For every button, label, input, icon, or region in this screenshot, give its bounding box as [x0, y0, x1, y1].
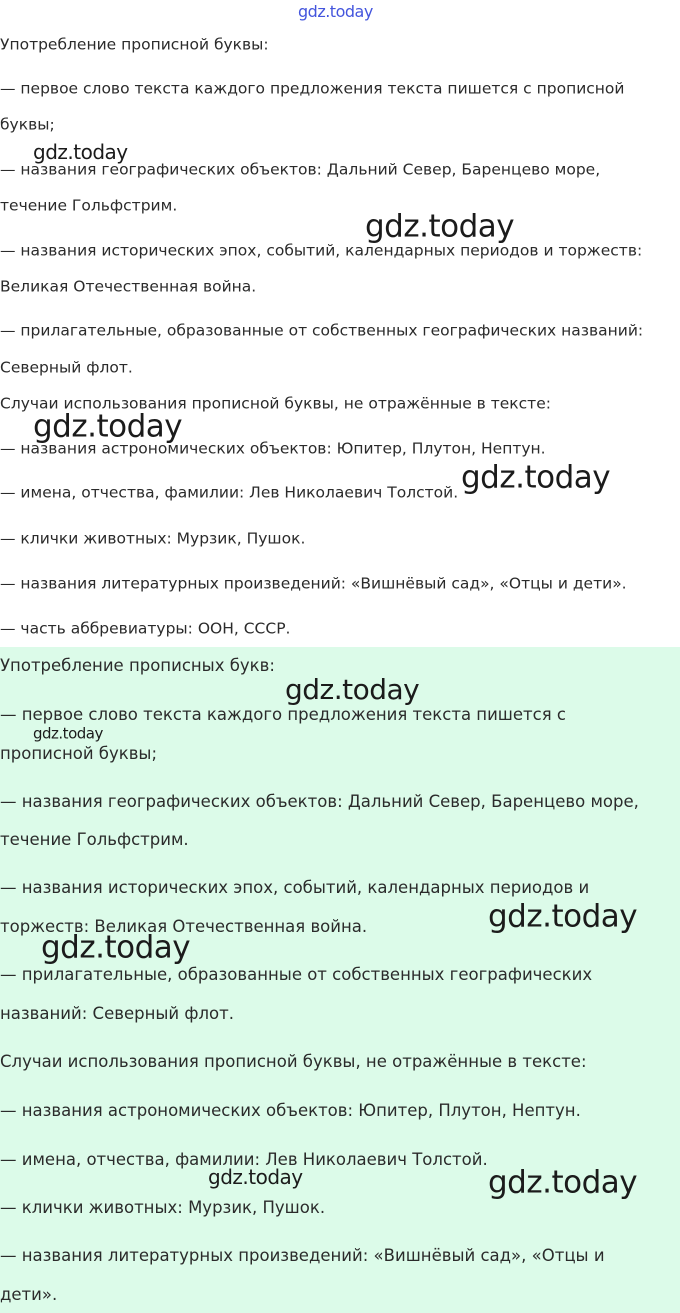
text-line: — названия литературных произведений: «Вишнёвый сад», «Отцы и: [0, 1245, 605, 1265]
watermark: gdz.today: [488, 1164, 638, 1201]
text-line: — часть аббревиатуры: ООН, СССР.: [0, 619, 291, 638]
text-line: — первое слово текста каждого предложения текста пишется с: [0, 704, 566, 724]
text-line: — прилагательные, образованные от собственных географических названий:: [0, 321, 644, 340]
text-line: торжеств: Великая Отечественная война.: [0, 916, 368, 936]
text-line: течение Гольфстрим.: [0, 829, 189, 849]
text-line: — имена, отчества, фамилии: Лев Николаевич Толстой.: [0, 1149, 488, 1169]
watermark: gdz.today: [285, 673, 420, 706]
text-line: Северный флот.: [0, 358, 133, 377]
text-line: прописной буквы;: [0, 743, 158, 763]
text-line: — названия литературных произведений: «Вишнёвый сад», «Отцы и дети».: [0, 574, 627, 593]
watermark: gdz.today: [461, 459, 611, 496]
text-line: — названия исторических эпох, событий, календарных периодов и: [0, 877, 590, 897]
text-line: Великая Отечественная война.: [0, 277, 257, 296]
text-line: дети».: [0, 1284, 58, 1304]
text-line: — названия географических объектов: Дальний Север, Баренцево море,: [0, 160, 601, 179]
text-line: — названия географических объектов: Дальний Север, Баренцево море,: [0, 791, 639, 811]
text-line: — клички животных: Мурзик, Пушок.: [0, 529, 306, 548]
text-line: — названия астрономических объектов: Юпитер, Плутон, Нептун.: [0, 1100, 581, 1120]
watermark: gdz.today: [298, 2, 373, 21]
text-line: буквы;: [0, 115, 55, 134]
text-line: течение Гольфстрим.: [0, 196, 178, 215]
section-heading: Употребление прописной буквы:: [0, 35, 269, 54]
section-answer-text: [0, 647, 680, 1313]
watermark: gdz.today: [488, 898, 638, 935]
watermark: gdz.today: [41, 929, 191, 966]
section-subheading: Случаи использования прописной буквы, не отражённые в тексте:: [0, 394, 551, 413]
text-line: — названия астрономических объектов: Юпитер, Плутон, Нептун.: [0, 439, 546, 458]
watermark: gdz.today: [365, 208, 515, 245]
text-line: — названия исторических эпох, событий, календарных периодов и торжеств:: [0, 241, 643, 260]
watermark: gdz.today: [33, 140, 128, 164]
text-line: — клички животных: Мурзик, Пушок.: [0, 1197, 326, 1217]
section-heading: Употребление прописных букв:: [0, 655, 275, 675]
watermark: gdz.today: [208, 1165, 303, 1189]
text-line: названий: Северный флот.: [0, 1003, 234, 1023]
text-line: — первое слово текста каждого предложения текста пишется с прописной: [0, 79, 625, 98]
watermark: gdz.today: [33, 408, 183, 445]
watermark: gdz.today: [33, 724, 103, 743]
text-line: — прилагательные, образованные от собственных географических: [0, 964, 593, 984]
text-line: — имена, отчества, фамилии: Лев Николаевич Толстой.: [0, 483, 459, 502]
section-subheading: Случаи использования прописной буквы, не отражённые в тексте:: [0, 1051, 587, 1071]
